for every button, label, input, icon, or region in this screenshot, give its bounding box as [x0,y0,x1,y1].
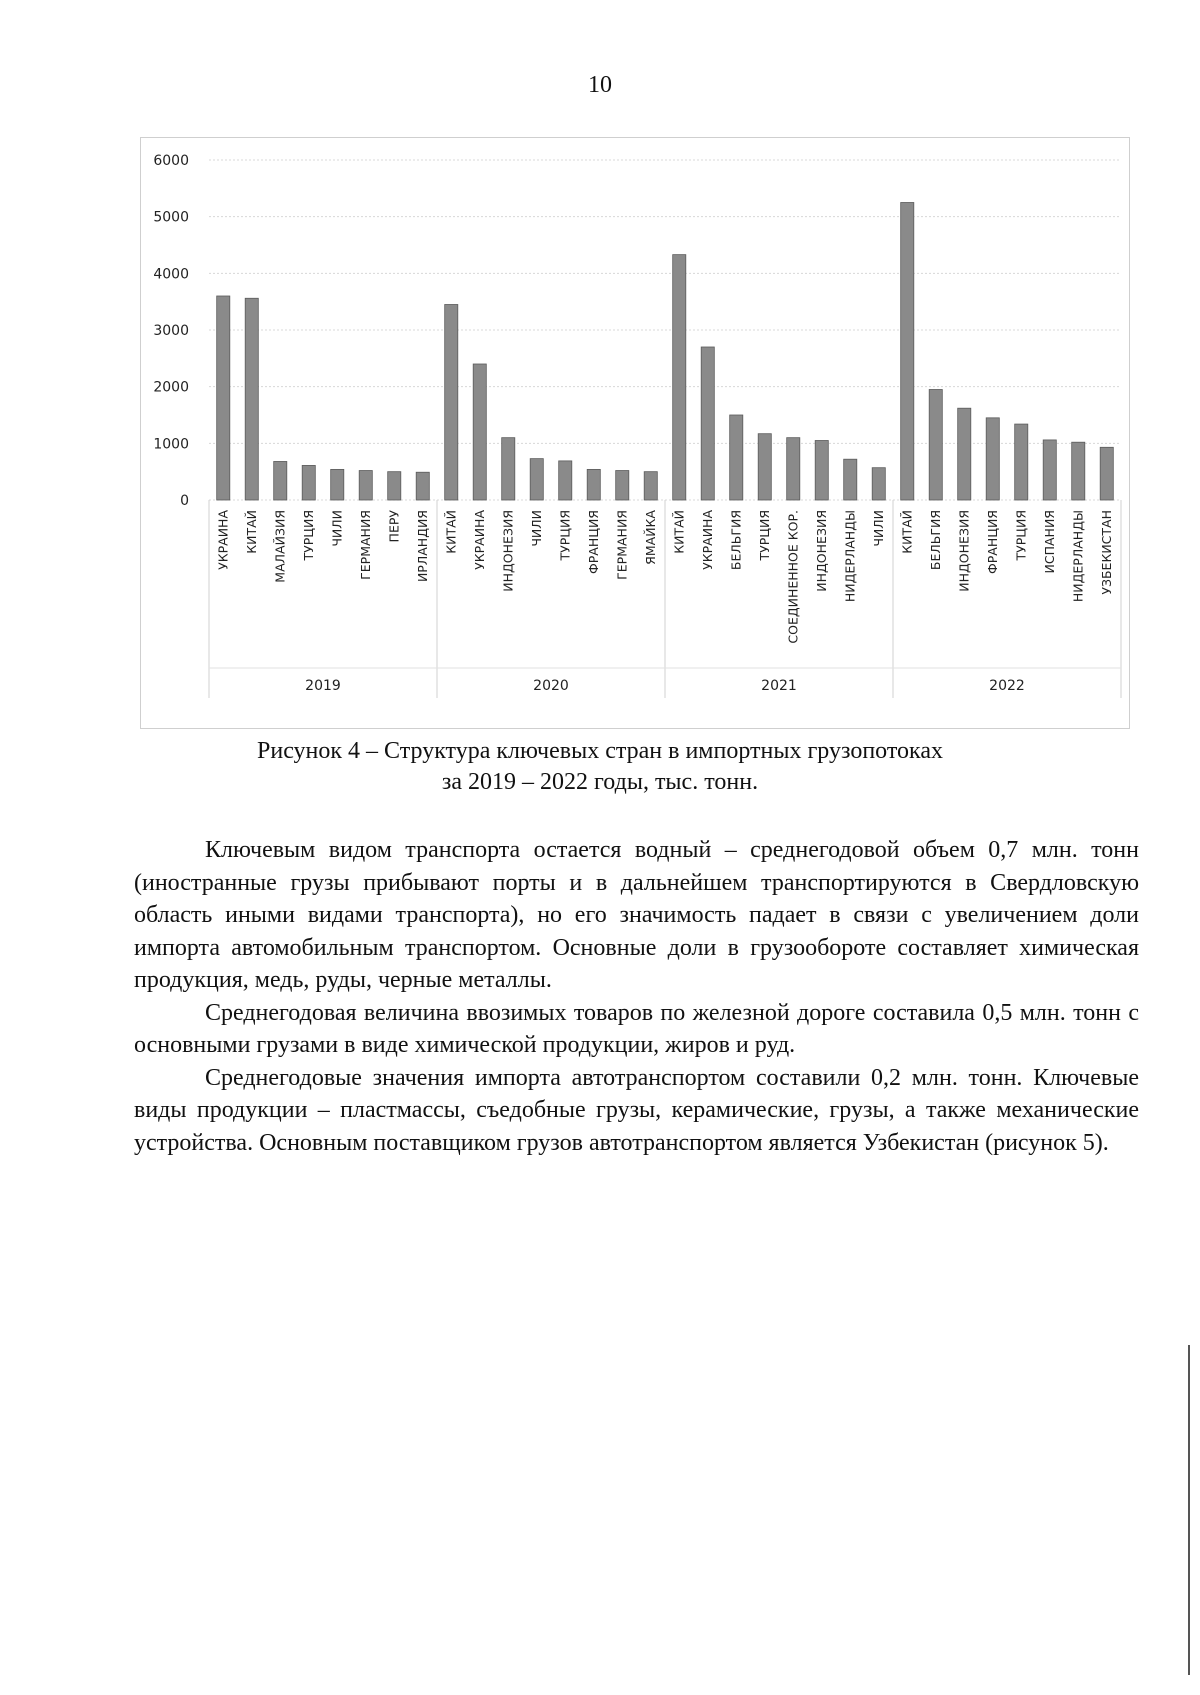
category-label: ФРАНЦИЯ [585,510,601,574]
category-label: ТУРЦИЯ [1013,510,1029,561]
y-tick-label: 3000 [153,323,189,339]
y-tick-label: 0 [180,493,189,509]
y-tick-label: 5000 [153,209,189,226]
bar [530,459,543,500]
category-label: НИДЕРЛАНДЫ [842,510,858,603]
category-label: ТУРЦИЯ [557,510,573,561]
paragraph-road-transport: Среднегодовые значения импорта автотранспортом составили 0,2 млн. тонн. Ключевые виды продукции – пластмассы, съедобные грузы, керамические, грузы, а также механические устройства. Основным поставщиком грузов автотранспортом является Узбекистан (рисунок 5). [134,1064,1139,1156]
bar [787,438,800,500]
category-label: ГЕРМАНИЯ [357,510,373,580]
category-label: ГЕРМАНИЯ [614,510,630,580]
bar-chart-svg [141,138,1129,728]
bar [958,408,971,500]
bar [245,298,258,500]
category-label: ФРАНЦИЯ [984,510,1000,574]
category-label: УЗБЕКИСТАН [1098,510,1114,595]
category-label: УКРАИНА [699,510,715,570]
year-label: 2022 [989,678,1025,694]
bar [815,441,828,501]
bar [587,469,600,500]
scan-edge-line [1188,1345,1190,1675]
bar [274,461,287,500]
category-label: КИТАЙ [243,510,259,554]
bar [445,305,458,501]
year-label: 2019 [305,678,341,694]
bar [616,471,629,500]
bar [872,468,885,500]
category-label: ПЕРУ [386,510,402,543]
page-number: 10 [588,72,612,98]
bar [331,469,344,500]
y-tick-label: 2000 [153,379,189,396]
category-label: БЕЛЬГИЯ [728,510,744,571]
bar [901,203,914,501]
category-label: ЧИЛИ [870,510,886,547]
bar [644,472,657,500]
category-label: ИНДОНЕЗИЯ [813,510,829,592]
bar [986,418,999,500]
bar [1072,442,1085,500]
category-label: ИРЛАНДИЯ [414,510,430,583]
category-label: БЕЛЬГИЯ [927,510,943,571]
category-label: ИНДОНЕЗИЯ [956,510,972,592]
import-structure-chart [140,137,1130,729]
category-label: ЧИЛИ [528,510,544,547]
bar [217,296,230,500]
bar [388,472,401,500]
bar [1015,424,1028,500]
y-tick-label: 4000 [153,266,189,283]
category-label: УКРАИНА [471,510,487,570]
year-label: 2021 [761,678,797,694]
category-label: КИТАЙ [443,510,459,554]
bar [1043,440,1056,500]
body-text [134,834,1139,1159]
category-label: МАЛАЙЗИЯ [272,510,288,583]
bar [758,434,771,500]
y-tick-label: 6000 [153,153,189,169]
bar [502,438,515,500]
bar [302,465,315,500]
category-label: УКРАИНА [215,510,231,570]
paragraph-railway: Среднегодовая величина ввозимых товаров по железной дороге составила 0,5 млн. тонн с основными грузами в виде химической продукции, жиров и руд. [134,999,1139,1058]
category-label: ИСПАНИЯ [1041,510,1057,574]
figure-caption-line-2: за 2019 – 2022 годы, тыс. тонн. [441,769,759,795]
figure-caption [0,736,1200,798]
category-label: ЧИЛИ [329,510,345,547]
category-label: КИТАЙ [671,510,687,554]
bar [1100,447,1113,500]
bar [929,390,942,501]
category-label: ТУРЦИЯ [756,510,772,561]
year-label: 2020 [533,678,569,694]
category-label: ЯМАЙКА [642,510,658,565]
category-label: ИНДОНЕЗИЯ [500,510,516,592]
bar [701,347,714,500]
bar [359,471,372,500]
bar [844,459,857,500]
category-label: НИДЕРЛАНДЫ [1070,510,1086,603]
category-label: КИТАЙ [899,510,915,554]
category-label: СОЕДИНЕННОЕ КОР. [785,510,801,644]
bar [730,415,743,500]
bar [673,255,686,500]
category-label: ТУРЦИЯ [300,510,316,561]
bar [416,472,429,500]
paragraph-water-transport: Ключевым видом транспорта остается водный – среднегодовой объем 0,7 млн. тонн (иностранные грузы прибывают порты и в дальнейшем транспортируются в Свердловскую область иными видами транспорта), но его значимость падает в связи с увеличением доли импорта автомобильным транспортом. Основные доли в грузообороте составляет химическая продукция, медь, руды, черные металлы. [134,837,1139,993]
bar [559,461,572,500]
bar [473,364,486,500]
figure-caption-line-1: Рисунок 4 – Структура ключевых стран в импортных грузопотоках [257,738,943,764]
y-tick-label: 1000 [153,436,189,453]
